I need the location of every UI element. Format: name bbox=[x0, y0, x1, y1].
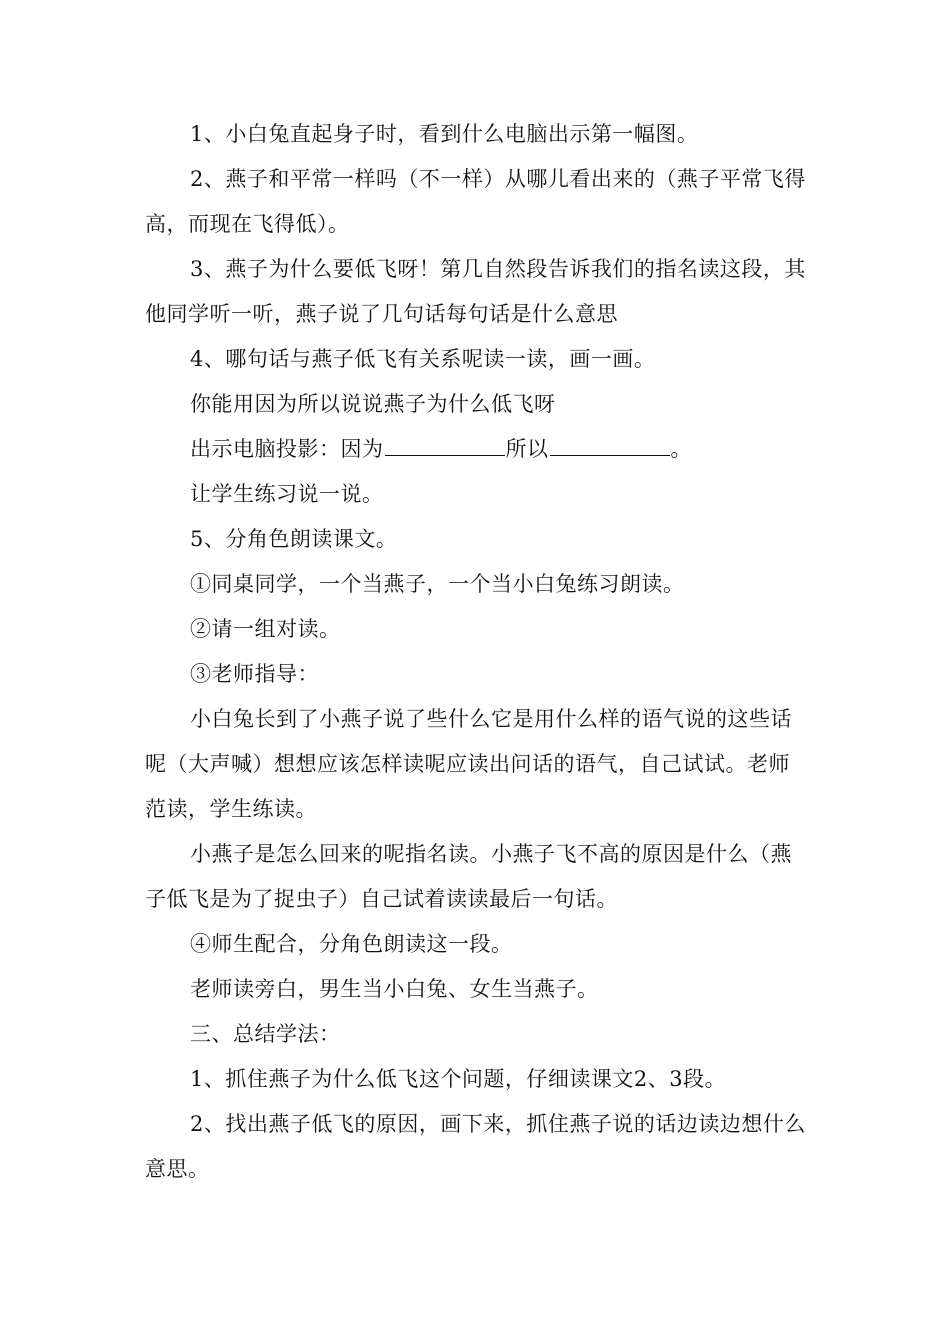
paragraph-4: 4、哪句话与燕子低飞有关系呢读一读，画一画。 bbox=[190, 347, 656, 371]
paragraph-14: 老师读旁白，男生当小白兔、女生当燕子。 bbox=[190, 977, 599, 1001]
paragraph-9: ②请一组对读。 bbox=[190, 617, 341, 641]
fill-in-sentence bbox=[145, 427, 810, 472]
paragraph-5: 你能用因为所以说说燕子为什么低飞呀 bbox=[190, 392, 556, 416]
paragraph-3: 3、燕子为什么要低飞呀！第几自然段告诉我们的指名读这段，其他同学听一听，燕子说了几句话每句话是什么意思 bbox=[145, 257, 806, 326]
paragraph-2: 2、燕子和平常一样吗（不一样）从哪儿看出来的（燕子平常飞得高，而现在飞得低）。 bbox=[145, 167, 806, 236]
fill-in-blank-1 bbox=[385, 433, 505, 456]
fill-in-suffix: 。 bbox=[670, 437, 692, 461]
paragraph-1: 1、小白兔直起身子时，看到什么电脑出示第一幅图。 bbox=[190, 122, 699, 146]
paragraph-15: 1、抓住燕子为什么低飞这个问题，仔细读课文2、3段。 bbox=[190, 1067, 727, 1091]
section-heading: 三、总结学法： bbox=[190, 1022, 341, 1046]
paragraph-8: ①同桌同学，一个当燕子，一个当小白兔练习朗读。 bbox=[190, 572, 685, 596]
document-body bbox=[145, 112, 810, 1192]
fill-in-middle: 所以 bbox=[505, 437, 549, 461]
fill-in-blank-2 bbox=[550, 433, 670, 456]
paragraph-11: 小白兔长到了小燕子说了些什么它是用什么样的语气说的这些话呢（大声喊）想想应该怎样读呢应读出问话的语气，自己试试。老师范读，学生练读。 bbox=[145, 707, 792, 821]
paragraph-7: 5、分角色朗读课文。 bbox=[190, 527, 398, 551]
paragraph-12: 小燕子是怎么回来的呢指名读。小燕子飞不高的原因是什么（燕子低飞是为了捉虫子）自己试着读读最后一句话。 bbox=[145, 842, 792, 911]
fill-in-prefix: 出示电脑投影：因为 bbox=[190, 437, 384, 461]
paragraph-6: 让学生练习说一说。 bbox=[190, 482, 384, 506]
paragraph-16: 2、找出燕子低飞的原因，画下来，抓住燕子说的话边读边想什么意思。 bbox=[145, 1112, 806, 1181]
paragraph-13: ④师生配合，分角色朗读这一段。 bbox=[190, 932, 513, 956]
paragraph-10: ③老师指导： bbox=[190, 662, 319, 686]
